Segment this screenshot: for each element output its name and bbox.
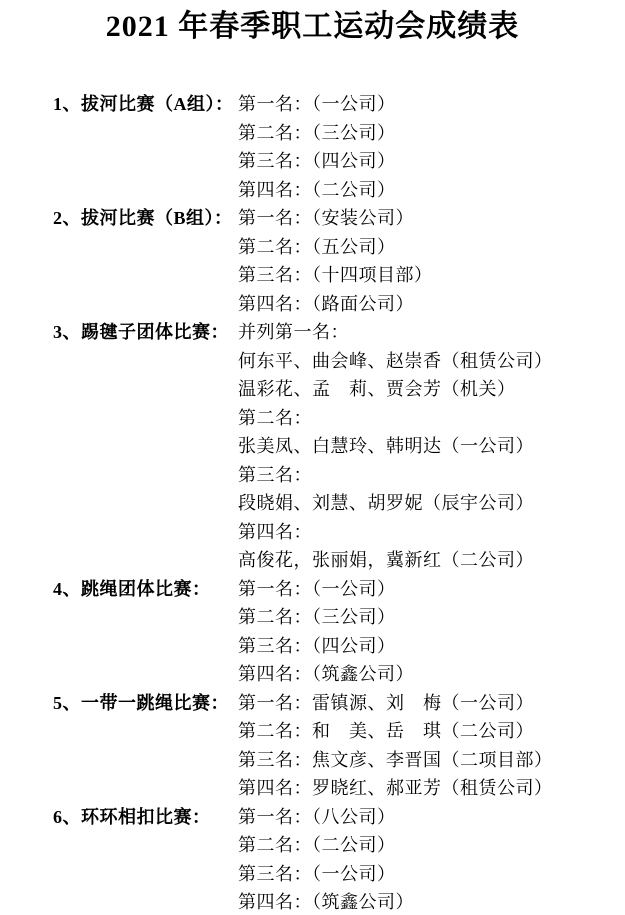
result-line: 第二名：和 美、岳 琪（二公司） <box>238 721 534 741</box>
competition-section <box>53 689 605 803</box>
competition-label: 5、一带一跳绳比赛： <box>53 692 229 713</box>
result-line: 张美凤、白慧玲、韩明达（一公司） <box>238 436 534 456</box>
competition-section <box>53 90 605 204</box>
competition-label: 2、拔河比赛（B组）： <box>53 208 233 228</box>
result-line: 并列第一名： <box>238 322 349 342</box>
competition-results <box>238 90 605 204</box>
result-line: 第四名： <box>238 521 312 542</box>
result-line: 第三名：（十四项目部） <box>238 265 433 285</box>
competition-label: 1、拔河比赛（A组）： <box>53 94 234 114</box>
result-line: 第一名：（一公司） <box>238 94 396 114</box>
result-line: 第二名：（五公司） <box>238 236 396 257</box>
competition-section <box>53 803 605 915</box>
result-line: 第四名：（筑鑫公司） <box>238 664 414 684</box>
result-line: 第二名：（三公司） <box>238 122 396 143</box>
result-line: 第三名：（四公司） <box>238 635 396 656</box>
result-line: 第三名：焦文彦、李晋国（二项目部） <box>238 749 553 770</box>
result-line: 第一名：（一公司） <box>238 578 396 599</box>
competition-results <box>238 803 605 915</box>
result-line: 高俊花，张丽娟，冀新红（二公司） <box>238 550 534 570</box>
competition-results <box>238 689 605 803</box>
competition-results <box>238 575 605 689</box>
competition-section <box>53 204 605 318</box>
page-title: 2021 年春季职工运动会成绩表 <box>105 10 520 43</box>
result-line: 第四名：（筑鑫公司） <box>238 892 414 912</box>
competition-results <box>238 204 605 318</box>
competition-section <box>53 318 605 575</box>
result-line: 第二名：（三公司） <box>238 607 396 627</box>
result-line: 第二名： <box>238 407 312 428</box>
result-line: 第三名： <box>238 464 312 485</box>
result-line: 第一名：雷镇源、刘 梅（一公司） <box>238 692 534 713</box>
competition-label: 3、踢毽子团体比赛： <box>53 322 229 342</box>
result-line: 何东平、曲会峰、赵崇香（租赁公司） <box>238 350 553 371</box>
result-line: 段晓娟、刘慧、胡罗妮（辰宇公司） <box>238 493 534 513</box>
competition-label: 6、环环相扣比赛： <box>53 806 211 827</box>
result-line: 第三名：（一公司） <box>238 863 396 884</box>
result-line: 第一名：（八公司） <box>238 806 396 827</box>
competition-label: 4、跳绳团体比赛： <box>53 578 211 599</box>
result-line: 第二名：（二公司） <box>238 835 396 855</box>
competition-results <box>238 318 605 575</box>
result-line: 第四名：罗晓红、郝亚芳（租赁公司） <box>238 778 553 798</box>
result-line: 第一名：（安装公司） <box>238 208 414 228</box>
result-line: 第三名：（四公司） <box>238 151 396 171</box>
result-line: 第四名：（路面公司） <box>238 293 414 314</box>
result-line: 第四名：（二公司） <box>238 179 396 200</box>
result-line: 温彩花、孟 莉、贾会芳（机关） <box>238 379 516 399</box>
results-list <box>53 90 605 915</box>
competition-section <box>53 575 605 689</box>
